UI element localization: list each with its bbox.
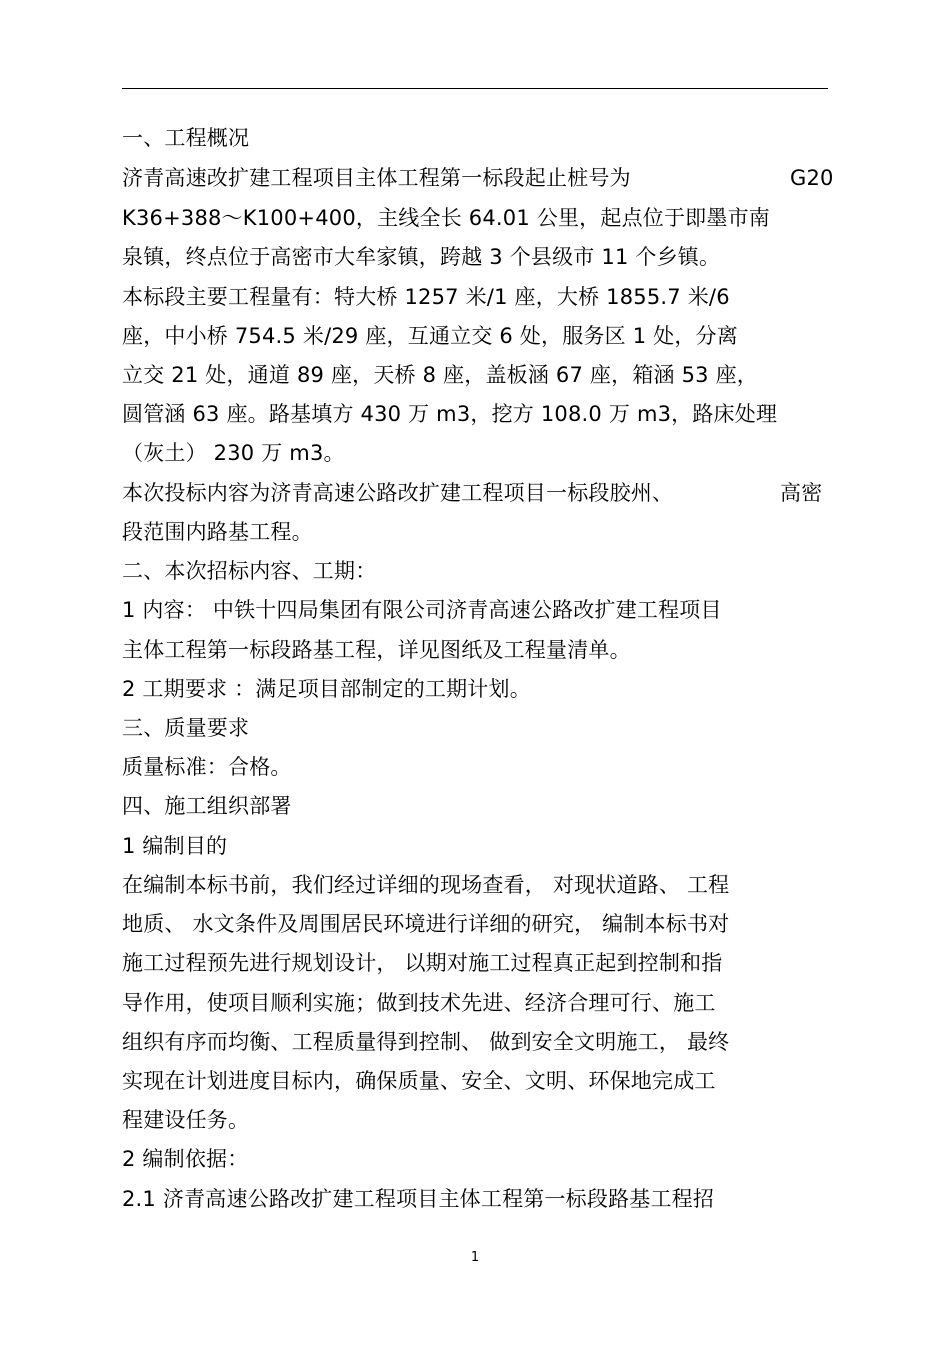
text-line: 济青高速改扩建工程项目主体工程第一标段起止桩号为 G20 [122,166,834,190]
page-number: 1 [470,1250,480,1265]
text-line: 立交 21 处，通道 89 座，天桥 8 座，盖板涵 67 座，箱涵 53 座， [122,363,758,387]
text-line: 在编制本标书前，我们经过详细的现场查看， 对现状道路、 工程 [122,873,730,897]
section-heading: 二、本次招标内容、工期： [122,559,377,583]
text-line: 圆管涵 63 座。路基填方 430 万 m3，挖方 108.0 万 m3，路床处理 [122,402,778,426]
text-line: 组织有序而均衡、工程质量得到控制、 做到安全文明施工， 最终 [122,1030,730,1054]
section-heading: 三、质量要求 [122,716,250,740]
text-line: 座，中小桥 754.5 米/29 座，互通立交 6 处，服务区 1 处，分离 [122,324,738,348]
text-line: 本标段主要工程量有：特大桥 1257 米/1 座，大桥 1855.7 米/6 [122,285,730,309]
section-heading: 一、工程概况 [122,126,250,150]
section-heading: 四、施工组织部署 [122,794,292,818]
text-line: （灰土） 230 万 m3。 [122,441,345,465]
text-line: 导作用，使项目顺利实施；做到技术先进、经济合理可行、施工 [122,991,716,1015]
stake-prefix: G20 [790,166,834,190]
text-line: 地质、 水文条件及周围居民环境进行详细的研究， 编制本标书对 [122,912,730,936]
text-line: K36+388～K100+400，主线全长 64.01 公里，起点位于即墨市南 [122,206,770,230]
text-line: 质量标准：合格。 [122,755,292,779]
location-fragment: 高密 [780,481,823,505]
text-line: 程建设任务。 [122,1108,250,1132]
text-line: 段范围内路基工程。 [122,520,313,544]
text-line: 施工过程预先进行规划设计， 以期对施工过程真正起到控制和指 [122,951,723,975]
subsection-heading: 1 编制目的 [122,834,228,858]
subsection-heading: 2 编制依据： [122,1147,249,1171]
text-line: 2 工期要求 ：满足项目部制定的工期计划。 [122,677,531,701]
header-rule [122,88,828,89]
text-line: 1 内容： 中铁十四局集团有限公司济青高速公路改扩建工程项目 [122,598,722,622]
text-line: 泉镇，终点位于高密市大牟家镇，跨越 3 个县级市 11 个乡镇。 [122,245,721,269]
text-line: 实现在计划进度目标内，确保质量、安全、文明、环保地完成工 [122,1069,716,1093]
text-line: 2.1 济青高速公路改扩建工程项目主体工程第一标段路基工程招 [122,1187,715,1211]
text-line: 本次投标内容为济青高速公路改扩建工程项目一标段胶州、 高密 [122,481,823,505]
text-line: 主体工程第一标段路基工程，详见图纸及工程量清单。 [122,638,631,662]
